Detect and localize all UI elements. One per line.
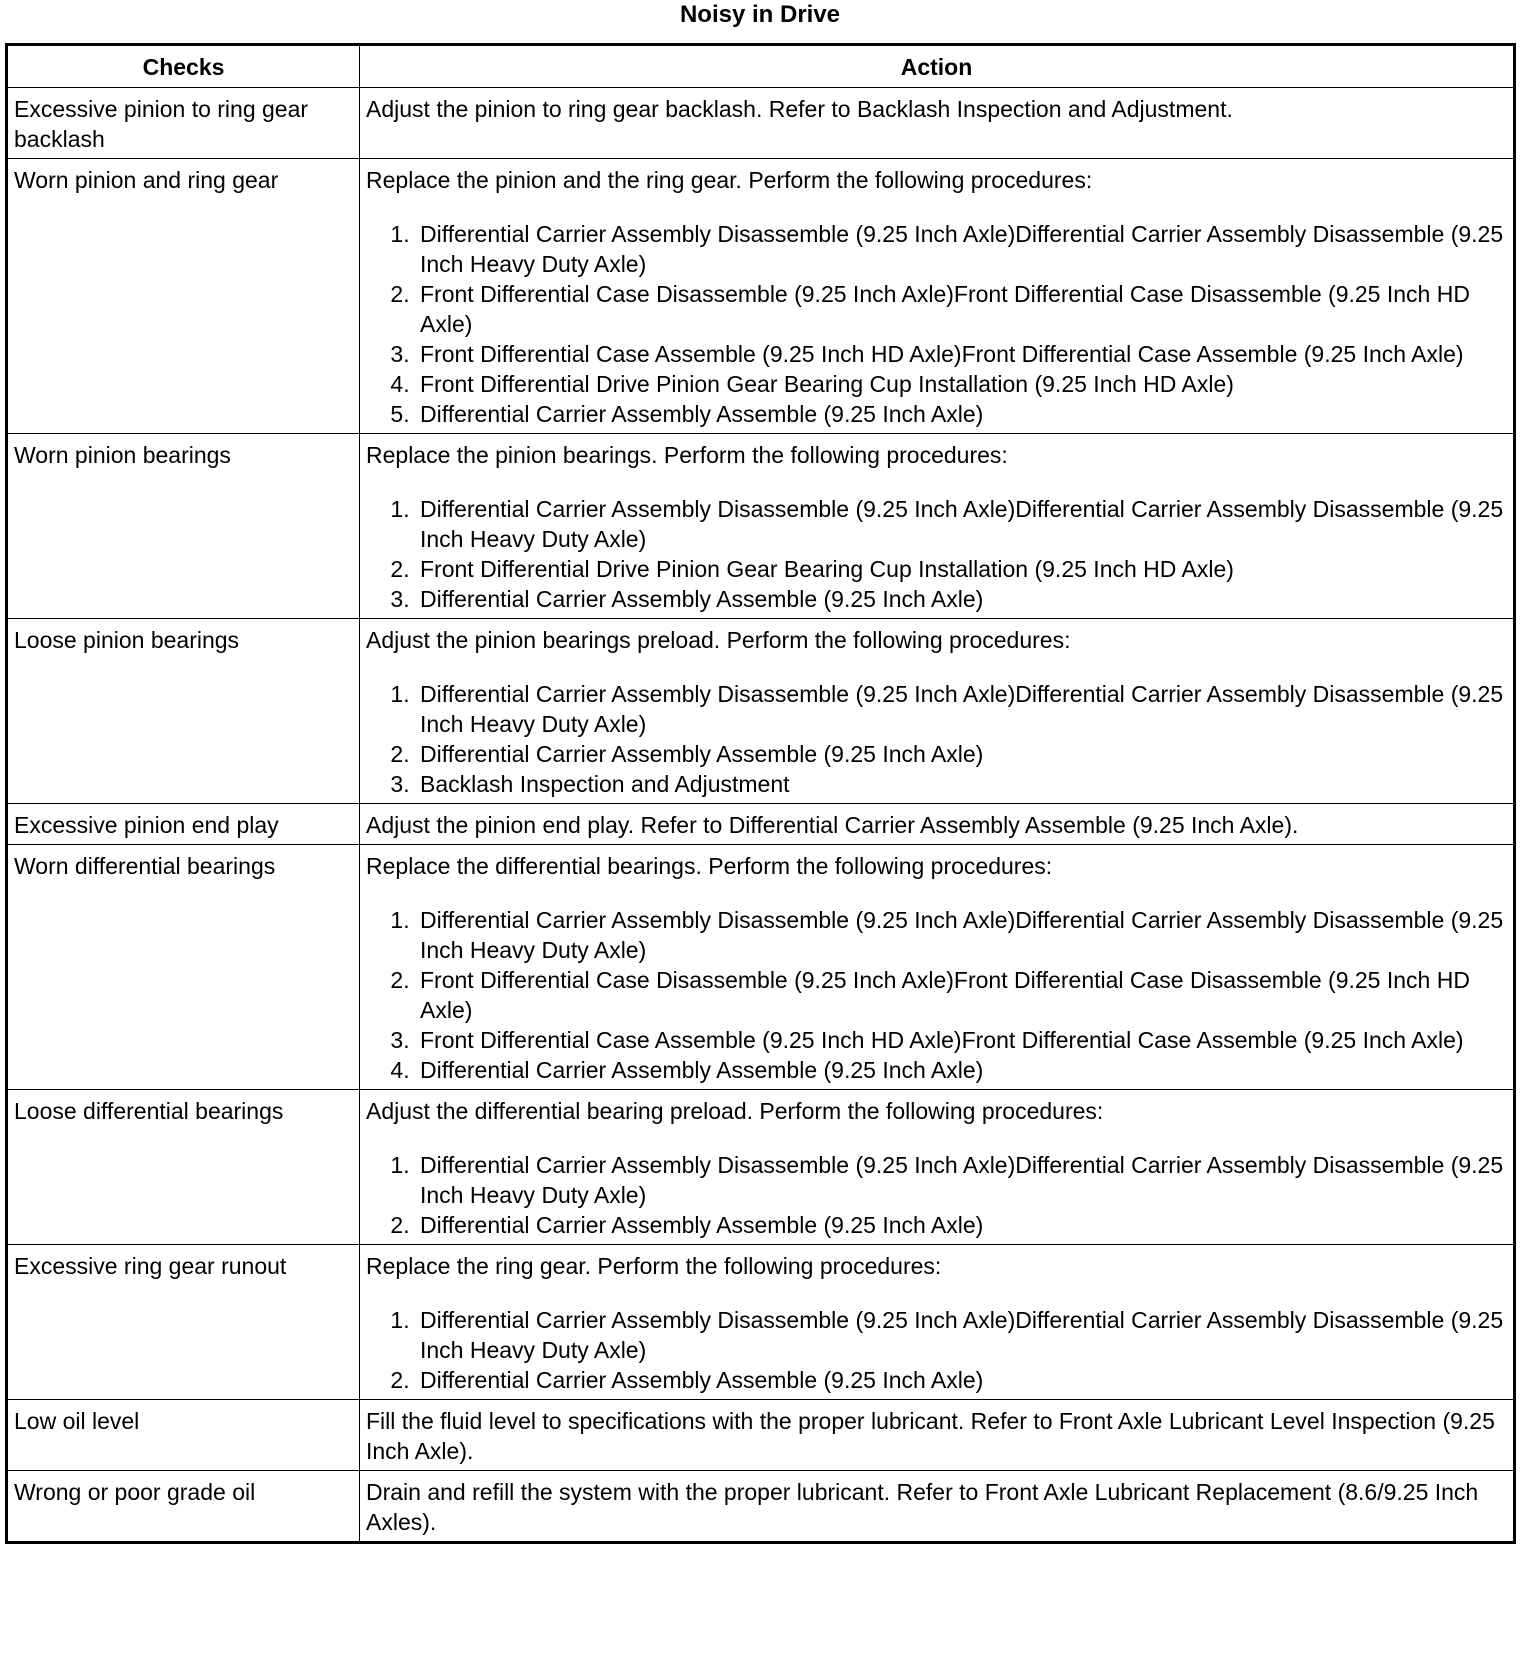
procedure-step: 3. Front Differential Case Assemble (9.25 Inch HD Axle)Front Differential Case Assemble (9.25 Inch Axle) — [416, 1025, 1507, 1055]
check-cell: Excessive ring gear runout — [7, 1245, 360, 1400]
procedure-list — [366, 1150, 1507, 1240]
procedure-step: 2. Front Differential Case Disassemble (9.25 Inch Axle)Front Differential Case Disassemble (9.25 Inch HD Axle) — [416, 279, 1507, 339]
procedure-step: 4. Differential Carrier Assembly Assemble (9.25 Inch Axle) — [416, 1055, 1507, 1085]
procedure-step: 2. Front Differential Drive Pinion Gear Bearing Cup Installation (9.25 Inch HD Axle) — [416, 554, 1507, 584]
action-cell — [360, 1400, 1515, 1471]
procedure-step: 4. Front Differential Drive Pinion Gear Bearing Cup Installation (9.25 Inch HD Axle) — [416, 369, 1507, 399]
check-cell: Wrong or poor grade oil — [7, 1471, 360, 1543]
procedure-step: 3. Front Differential Case Assemble (9.25 Inch HD Axle)Front Differential Case Assemble (9.25 Inch Axle) — [416, 339, 1507, 369]
action-cell — [360, 159, 1515, 434]
procedure-step: 1. Differential Carrier Assembly Disassemble (9.25 Inch Axle)Differential Carrier Assembly Disassemble (9.25 Inch Heavy Duty Axle) — [416, 1150, 1507, 1210]
table-row — [7, 1090, 1515, 1245]
procedure-step: 3. Differential Carrier Assembly Assemble (9.25 Inch Axle) — [416, 584, 1507, 614]
action-text: Replace the pinion and the ring gear. Perform the following procedures: — [366, 167, 1093, 193]
action-text: Drain and refill the system with the proper lubricant. Refer to Front Axle Lubricant Replacement (8.6/9.25 Inch Axles). — [366, 1479, 1479, 1535]
header-checks: Checks — [7, 45, 360, 88]
check-cell: Worn differential bearings — [7, 845, 360, 1090]
action-cell — [360, 804, 1515, 845]
action-cell — [360, 619, 1515, 804]
checks-action-table — [5, 43, 1516, 1544]
table-row — [7, 845, 1515, 1090]
table-row — [7, 88, 1515, 159]
action-cell — [360, 845, 1515, 1090]
procedure-step: 1. Differential Carrier Assembly Disassemble (9.25 Inch Axle)Differential Carrier Assembly Disassemble (9.25 Inch Heavy Duty Axle) — [416, 494, 1507, 554]
procedure-step: 2. Differential Carrier Assembly Assemble (9.25 Inch Axle) — [416, 1210, 1507, 1240]
action-text: Fill the fluid level to specifications with the proper lubricant. Refer to Front Axle Lubricant Level Inspection (9.25 Inch Axle). — [366, 1408, 1495, 1464]
table-row — [7, 1400, 1515, 1471]
action-text: Adjust the pinion to ring gear backlash. Refer to Backlash Inspection and Adjustment. — [366, 96, 1233, 122]
action-cell — [360, 88, 1515, 159]
procedure-list — [366, 219, 1507, 429]
action-cell — [360, 1090, 1515, 1245]
procedure-step: 1. Differential Carrier Assembly Disassemble (9.25 Inch Axle)Differential Carrier Assembly Disassemble (9.25 Inch Heavy Duty Axle) — [416, 219, 1507, 279]
table-header-row — [7, 45, 1515, 88]
procedure-step: 2. Differential Carrier Assembly Assemble (9.25 Inch Axle) — [416, 1365, 1507, 1395]
action-text: Adjust the pinion bearings preload. Perform the following procedures: — [366, 627, 1071, 653]
table-body — [7, 88, 1515, 1543]
procedure-step: 5. Differential Carrier Assembly Assemble (9.25 Inch Axle) — [416, 399, 1507, 429]
procedure-list — [366, 679, 1507, 799]
check-cell: Loose pinion bearings — [7, 619, 360, 804]
table-row — [7, 1471, 1515, 1543]
procedure-list — [366, 494, 1507, 614]
check-cell: Excessive pinion to ring gear backlash — [7, 88, 360, 159]
check-cell: Worn pinion bearings — [7, 434, 360, 619]
procedure-step: 1. Differential Carrier Assembly Disassemble (9.25 Inch Axle)Differential Carrier Assembly Disassemble (9.25 Inch Heavy Duty Axle) — [416, 905, 1507, 965]
action-text: Adjust the pinion end play. Refer to Differential Carrier Assembly Assemble (9.25 Inch Axle). — [366, 812, 1299, 838]
action-cell — [360, 434, 1515, 619]
procedure-list — [366, 1305, 1507, 1395]
table-row — [7, 619, 1515, 804]
procedure-step: 2. Front Differential Case Disassemble (9.25 Inch Axle)Front Differential Case Disassemble (9.25 Inch HD Axle) — [416, 965, 1507, 1025]
check-cell: Worn pinion and ring gear — [7, 159, 360, 434]
action-text: Replace the pinion bearings. Perform the following procedures: — [366, 442, 1008, 468]
procedure-step: 3. Backlash Inspection and Adjustment — [416, 769, 1507, 799]
page-title: Noisy in Drive — [679, 1, 841, 28]
procedure-step: 1. Differential Carrier Assembly Disassemble (9.25 Inch Axle)Differential Carrier Assembly Disassemble (9.25 Inch Heavy Duty Axle) — [416, 1305, 1507, 1365]
table-row — [7, 1245, 1515, 1400]
check-cell: Excessive pinion end play — [7, 804, 360, 845]
check-cell: Loose differential bearings — [7, 1090, 360, 1245]
action-cell — [360, 1245, 1515, 1400]
header-action: Action — [360, 45, 1515, 88]
check-cell: Low oil level — [7, 1400, 360, 1471]
action-text: Replace the differential bearings. Perform the following procedures: — [366, 853, 1053, 879]
action-text: Adjust the differential bearing preload. Perform the following procedures: — [366, 1098, 1104, 1124]
action-text: Replace the ring gear. Perform the following procedures: — [366, 1253, 942, 1279]
procedure-step: 2. Differential Carrier Assembly Assemble (9.25 Inch Axle) — [416, 739, 1507, 769]
table-row — [7, 434, 1515, 619]
table-row — [7, 804, 1515, 845]
procedure-list — [366, 905, 1507, 1085]
action-cell — [360, 1471, 1515, 1543]
table-row — [7, 159, 1515, 434]
procedure-step: 1. Differential Carrier Assembly Disassemble (9.25 Inch Axle)Differential Carrier Assembly Disassemble (9.25 Inch Heavy Duty Axle) — [416, 679, 1507, 739]
